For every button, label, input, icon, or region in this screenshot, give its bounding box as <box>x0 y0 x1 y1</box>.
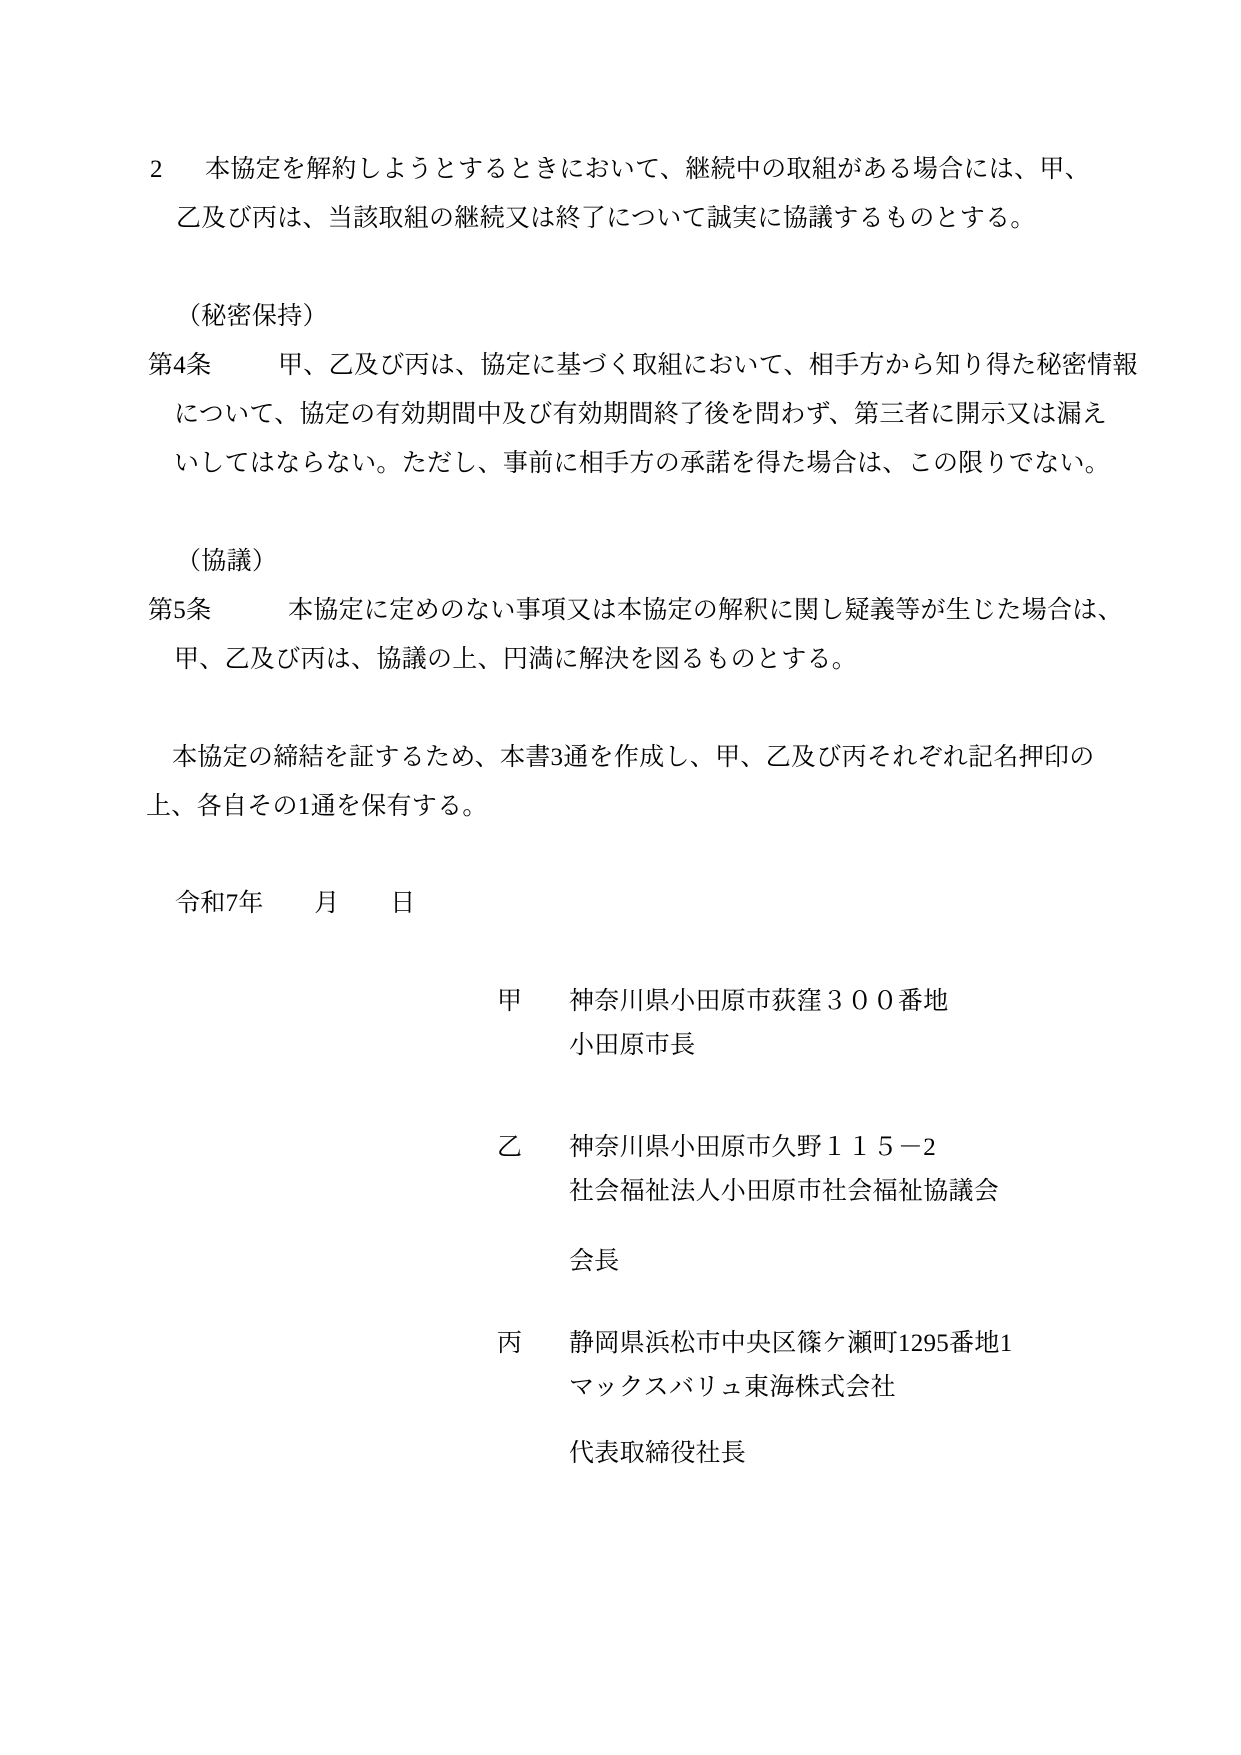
article-4-line-1: 甲、乙及び丙は、協定に基づく取組において、相手方から知り得た秘密情報 <box>278 352 1138 379</box>
article-4-line-3: いしてはならない。ただし、事前に相手方の承諾を得た場合は、この限りでない。 <box>174 450 1111 477</box>
party-otsu-title: 会長 <box>569 1248 620 1275</box>
party-otsu-label: 乙 <box>497 1134 523 1161</box>
confidentiality-heading: （秘密保持） <box>176 303 328 330</box>
party-hei-label: 丙 <box>497 1330 523 1357</box>
party-hei-name: マックスバリュ東海株式会社 <box>569 1374 896 1401</box>
party-otsu-name: 社会福祉法人小田原市社会福祉協議会 <box>569 1178 1000 1205</box>
party-hei-address: 静岡県浜松市中央区篠ケ瀬町1295番地1 <box>569 1330 1013 1357</box>
article-5-line-1: 本協定に定めのない事項又は本協定の解釈に関し疑義等が生じた場合は、 <box>288 597 1123 624</box>
party-kou-label: 甲 <box>497 988 523 1015</box>
closing-line-2: 上、各自その1通を保有する。 <box>146 793 488 820</box>
article-4-number: 第4条 <box>148 352 212 379</box>
party-kou-name: 小田原市長 <box>569 1032 696 1059</box>
article-5-line-2: 甲、乙及び丙は、協議の上、円満に解決を図るものとする。 <box>174 646 858 673</box>
clause-2-number: 2 <box>150 156 163 183</box>
clause-2-line-2: 乙及び丙は、当該取組の継続又は終了について誠実に協議するものとする。 <box>176 205 1036 232</box>
party-hei-title: 代表取締役社長 <box>569 1440 747 1467</box>
clause-2-line-1: 本協定を解約しようとするときにおいて、継続中の取組がある場合には、甲、 <box>205 156 1091 183</box>
article-4-line-2: について、協定の有効期間中及び有効期間終了後を問わず、第三者に開示又は漏え <box>174 401 1108 428</box>
party-kou-address: 神奈川県小田原市荻窪３００番地 <box>569 988 949 1015</box>
article-5-number: 第5条 <box>148 597 212 624</box>
party-otsu-address: 神奈川県小田原市久野１１５－2 <box>569 1134 937 1161</box>
date-line: 令和7年 月 日 <box>175 890 416 917</box>
closing-line-1: 本協定の締結を証するため、本書3通を作成し、甲、乙及び丙それぞれ記名押印の <box>172 744 1095 771</box>
consultation-heading: （協議） <box>176 548 278 575</box>
